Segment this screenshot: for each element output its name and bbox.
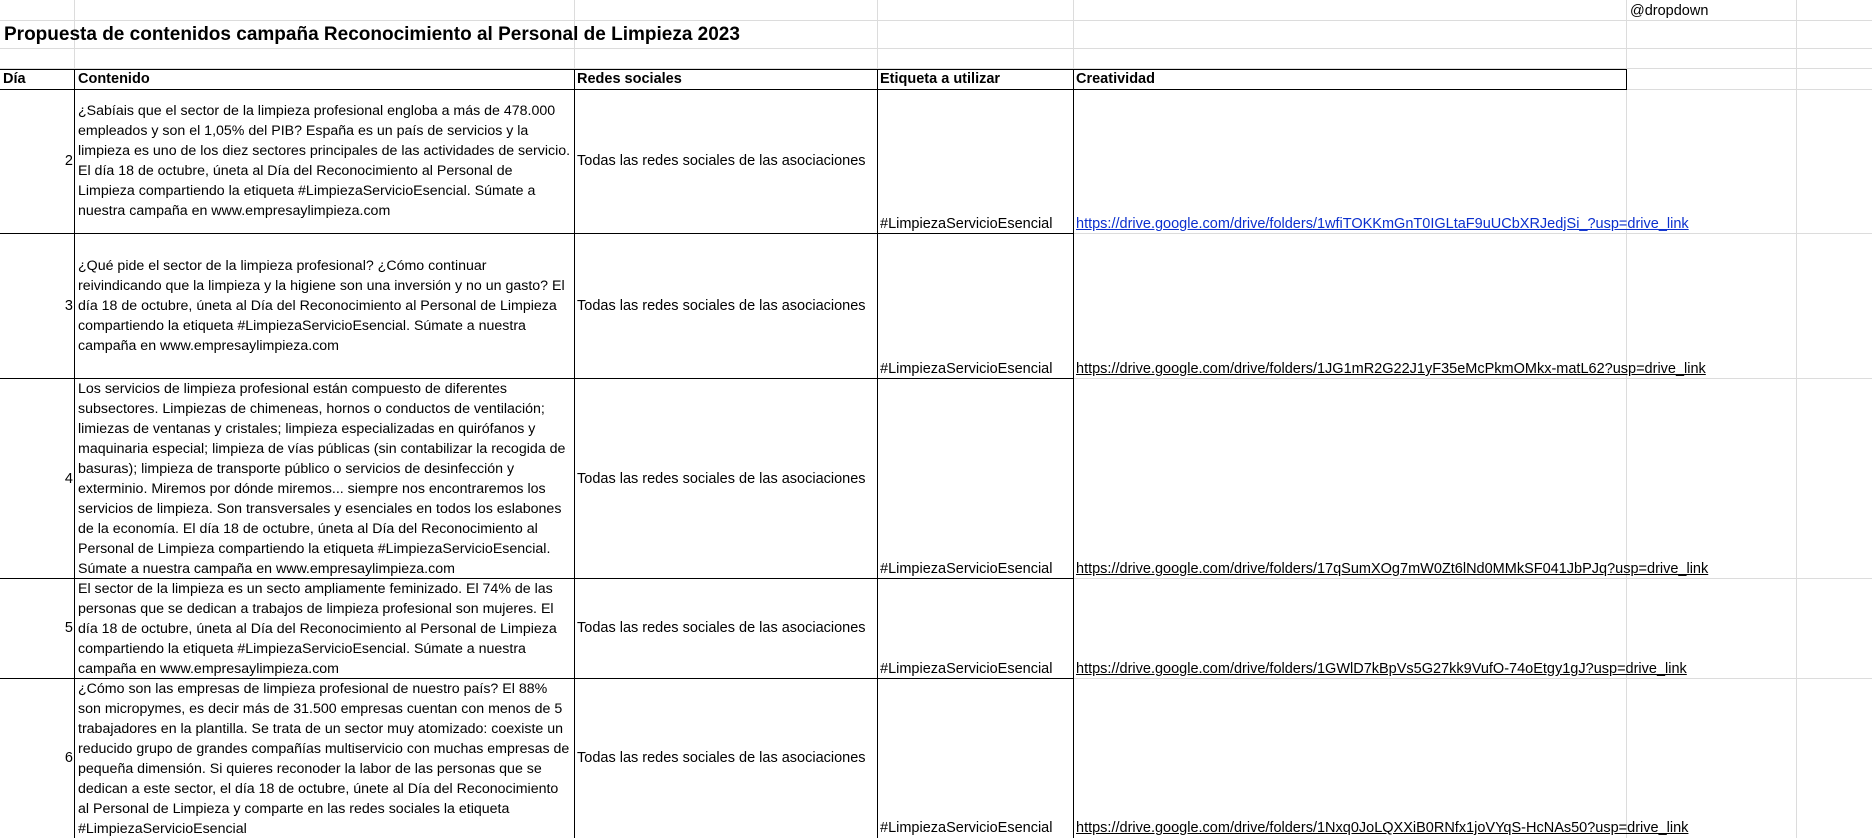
header-creatividad[interactable]: Creatividad <box>1076 71 1155 87</box>
header-bottom-border <box>0 89 1627 90</box>
social-networks-cell[interactable]: Todas las redes sociales de las asociaciones <box>577 298 866 314</box>
header-top-border <box>0 69 1627 70</box>
day-cell[interactable]: 2 <box>64 153 73 169</box>
day-cell[interactable]: 3 <box>64 298 73 314</box>
content-cell[interactable]: Los servicios de limpieza profesional están compuesto de diferentes subsectores. Limpiezas de chimeneas, hornos o conductos de ventilación; limiezas de ventanas y cristales; limpieza especializadas en quirófanos y maquinaria especial; limpieza de vías públicas (sin contabilizar la recogida de basuras); limpieza de transporte público o servicios de desinfección y exterminio. Miremos por dónde miremos... siempre nos encontraremos los servicios de limpieza. Son transversales y esenciales en todos los eslabones de la economía. El día 18 de octubre, úneta al Día del Reconocimiento al Personal de Limpieza compartiendo la etiqueta #LimpiezaServicioEsencial. Súmate a nuestra campaña en www.empresaylimpieza.com <box>78 381 566 577</box>
social-networks-cell[interactable]: Todas las redes sociales de las asociaciones <box>577 471 866 487</box>
hashtag-cell[interactable]: #LimpiezaServicioEsencial <box>880 216 1053 232</box>
content-cell[interactable]: El sector de la limpieza es un secto ampliamente feminizado. El 74% de las personas que se dedican a trabajos de limpieza profesional son mujeres. El día 18 de octubre, úneta al Día del Reconocimiento al Personal de Limpieza compartiendo la etiqueta #LimpiezaServicioEsencial. Súmate a nuestra campaña en www.empresaylimpieza.com <box>78 581 557 677</box>
hashtag-cell[interactable]: #LimpiezaServicioEsencial <box>880 361 1053 377</box>
grid-row-line <box>0 48 1872 49</box>
creative-link[interactable]: https://drive.google.com/drive/folders/1Nxq0JoLQXXiB0RNfx1joVYqS-HcNAs50?usp=drive_link <box>1076 820 1689 836</box>
creative-link[interactable]: https://drive.google.com/drive/folders/1JG1mR2G22J1yF35eMcPkmOMkx-matL62?usp=drive_link <box>1076 361 1706 377</box>
day-cell[interactable]: 6 <box>64 750 73 766</box>
grid-row-line <box>0 20 1872 21</box>
header-etiqueta[interactable]: Etiqueta a utilizar <box>880 71 1001 87</box>
column-border <box>1626 69 1627 90</box>
social-networks-cell[interactable]: Todas las redes sociales de las asociaciones <box>577 750 866 766</box>
sheet-title: Propuesta de contenidos campaña Reconocimiento al Personal de Limpieza 2023 <box>4 24 740 45</box>
hashtag-cell[interactable]: #LimpiezaServicioEsencial <box>880 661 1053 677</box>
creative-link[interactable]: https://drive.google.com/drive/folders/17qSumXOg7mW0Zt6lNd0MMkSF041JbPJq?usp=drive_link <box>1076 561 1709 577</box>
creative-link[interactable]: https://drive.google.com/drive/folders/1wfiTOKKmGnT0IGLtaF9uUCbXRJedjSi_?usp=drive_link <box>1076 216 1689 232</box>
grid-column-line <box>1626 0 1627 838</box>
header-redes-sociales[interactable]: Redes sociales <box>577 71 682 87</box>
header-dia[interactable]: Día <box>3 71 26 87</box>
day-cell[interactable]: 5 <box>64 620 73 636</box>
column-border <box>1073 69 1074 838</box>
creative-link[interactable]: https://drive.google.com/drive/folders/1GWlD7kBpVs5G27kk9VufO-74oEtgy1gJ?usp=drive_link <box>1076 661 1687 677</box>
column-border <box>574 69 575 838</box>
social-networks-cell[interactable]: Todas las redes sociales de las asociaciones <box>577 153 866 169</box>
column-border <box>877 69 878 838</box>
column-border <box>74 69 75 838</box>
dropdown-cell[interactable]: @dropdown <box>1630 3 1709 19</box>
content-cell[interactable]: ¿Qué pide el sector de la limpieza profesional? ¿Cómo continuar reivindicando que la limpieza y la higiene son una inversión y no un gasto? El día 18 de octubre, úneta al Día del Reconocimiento al Personal de Limpieza compartiendo la etiqueta #LimpiezaServicioEsencial. Súmate a nuestra campaña en www.empresaylimpieza.com <box>78 258 565 354</box>
hashtag-cell[interactable]: #LimpiezaServicioEsencial <box>880 561 1053 577</box>
content-cell[interactable]: ¿Sabíais que el sector de la limpieza profesional engloba a más de 478.000 empleados y son el 1,05% del PIB? España es un país de servicios y la limpieza es uno de los diez sectores principales de las actividades de servicio. El día 18 de octubre, úneta al Día del Reconocimiento al Personal de Limpieza compartiendo la etiqueta #LimpiezaServicioEsencial. Súmate a nuestra campaña en www.empresaylimpieza.com <box>78 103 571 219</box>
day-cell[interactable]: 4 <box>64 471 73 487</box>
hashtag-cell[interactable]: #LimpiezaServicioEsencial <box>880 820 1053 836</box>
social-networks-cell[interactable]: Todas las redes sociales de las asociaciones <box>577 620 866 636</box>
header-contenido[interactable]: Contenido <box>78 71 150 87</box>
content-cell[interactable]: ¿Cómo son las empresas de limpieza profesional de nuestro país? El 88% son micropymes, es decir más de 31.500 empresas cuentan con menos de 5 trabajadores en la plantilla. Se trata de un sector muy atomizado: coexiste un reducido grupo de grandes compañías multiservicio con muchas empresas de pequeña dimensión. Si quieres reconoder la labor de las personas que se dedican a este sector, el día 18 de octubre, únete al Día del Reconocimiento al Personal de Limpieza y comparte en las redes sociales la etiqueta #LimpiezaServicioEsencial <box>78 681 570 837</box>
grid-column-line <box>1796 0 1797 838</box>
